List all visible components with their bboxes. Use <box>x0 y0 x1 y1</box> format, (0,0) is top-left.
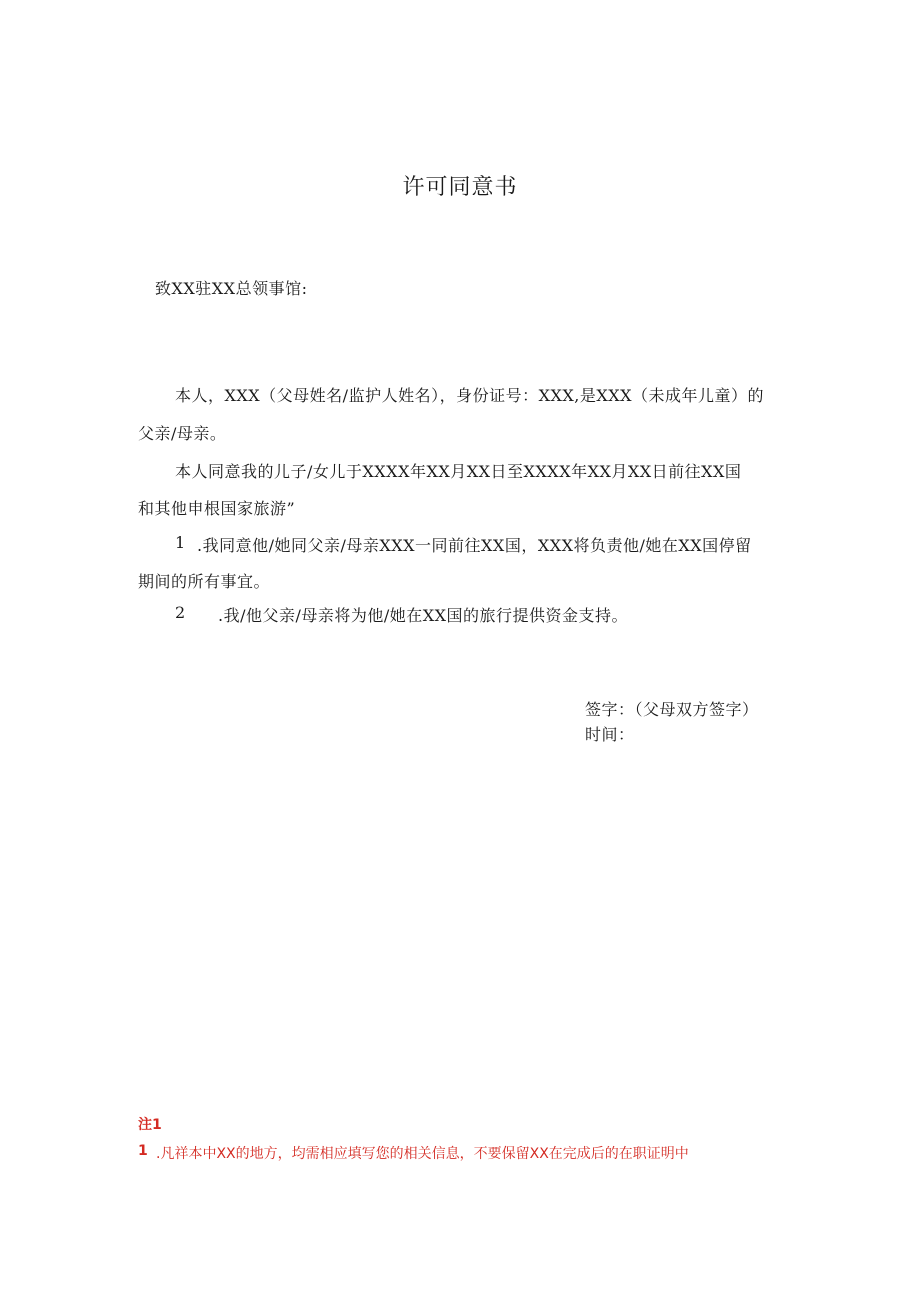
paragraph2-line1: 本人同意我的儿子/女儿于XXXX年XX月XX日至XXXX年XX月XX日前往XX国 <box>175 462 742 481</box>
paragraph1-line1: 本人，XXX（父母姓名/监护人姓名），身份证号：XXX,是XXX（未成年儿童）的 <box>175 386 764 405</box>
item1-number: 1 <box>175 533 186 552</box>
item1-line1: .我同意他/她同父亲/母亲XXX一同前往XX国，XXX将负责他/她在XX国停留 <box>197 536 752 555</box>
note-item-number: 1 <box>138 1143 148 1159</box>
item2-number: 2 <box>175 603 186 622</box>
salutation: 致XX驻XX总领事馆: <box>155 279 308 298</box>
time-label: 时间： <box>585 725 635 744</box>
signature-label: 签字：（父母双方签字） <box>585 700 759 719</box>
note-heading: 注1 <box>138 1117 162 1133</box>
paragraph2-line2: 和其他申根国家旅游” <box>138 499 296 518</box>
item2-line1: .我/他父亲/母亲将为他/她在XX国的旅行提供资金支持。 <box>218 606 629 625</box>
paragraph1-line2: 父亲/母亲。 <box>138 424 227 443</box>
item1-line2: 期间的所有事宜。 <box>138 572 271 591</box>
document-title: 许可同意书 <box>402 175 518 200</box>
note-item-text: .凡祥本中XX的地方，均需相应填写您的相关信息，不要保留XX在完成后的在职证明中 <box>156 1146 689 1162</box>
